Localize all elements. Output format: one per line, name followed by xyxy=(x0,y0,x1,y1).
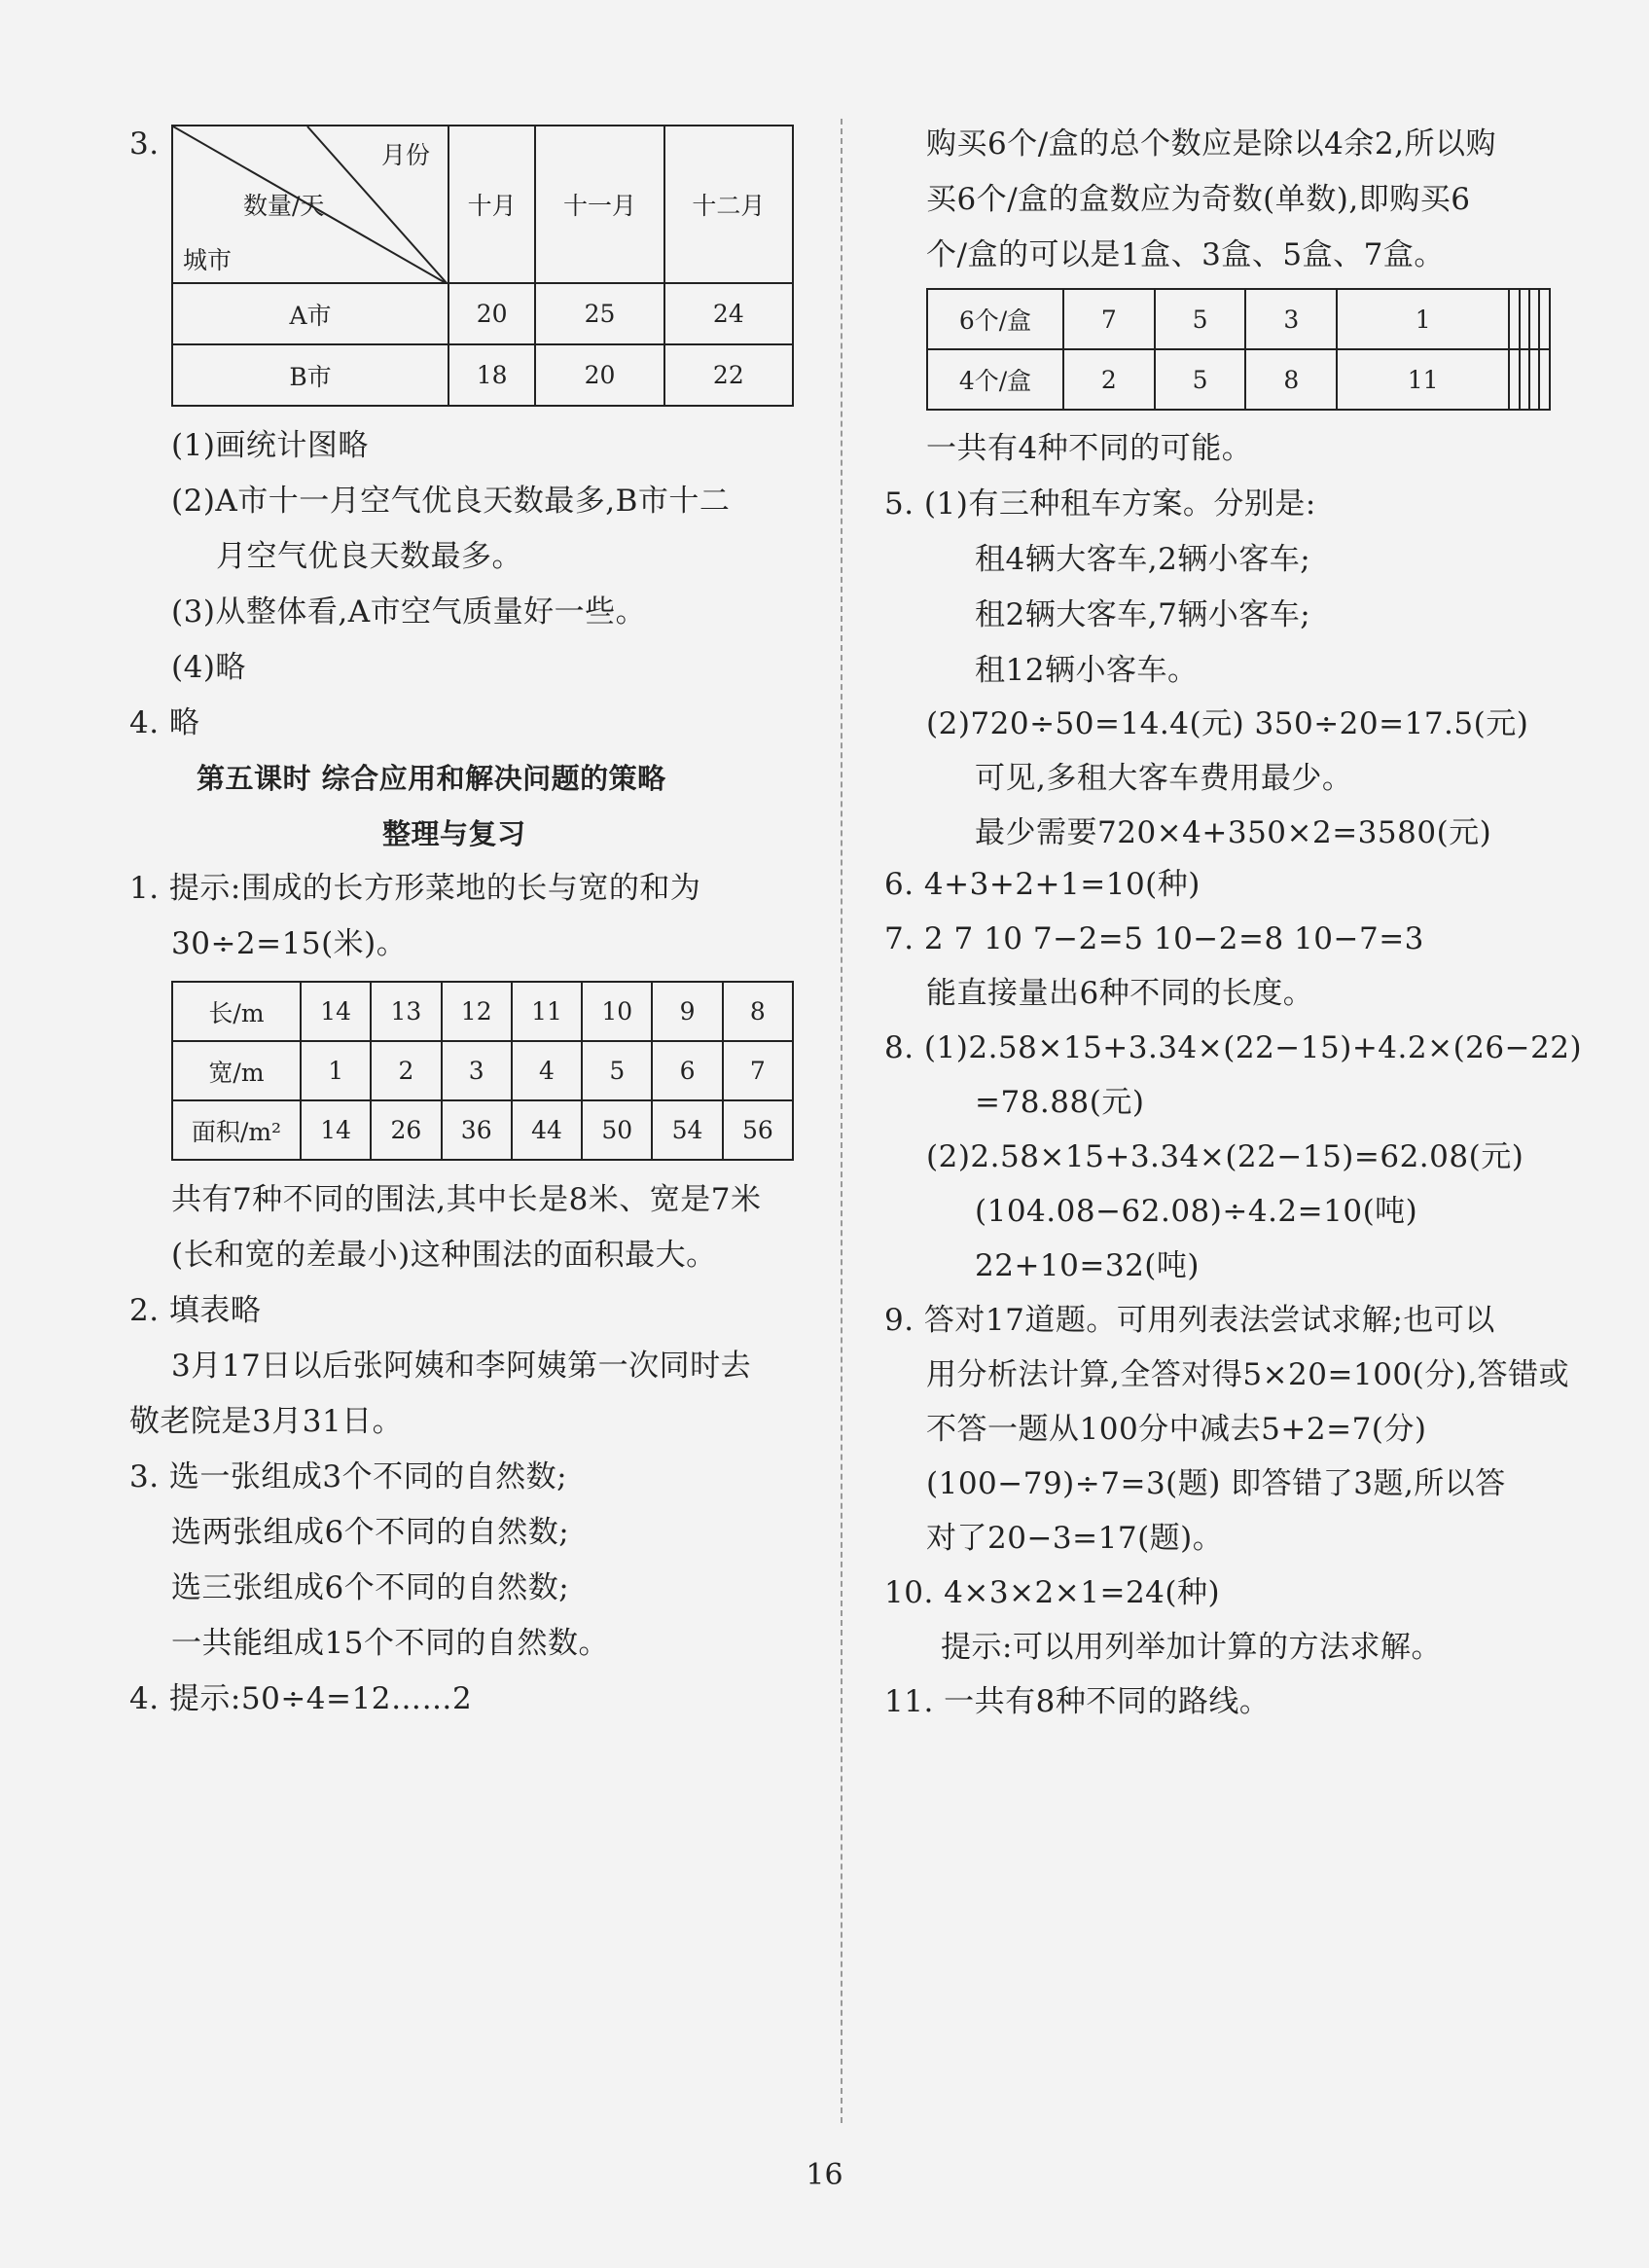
rectangle-table xyxy=(171,981,794,1161)
value-cell: 24 xyxy=(664,283,793,344)
row-label: 4个/盒 xyxy=(927,349,1063,410)
value-cell: 2 xyxy=(1063,349,1155,410)
section-subtitle: 整理与复习 xyxy=(382,817,526,850)
table-row xyxy=(172,1041,793,1100)
answer-line: 租4辆大客车,2辆小客车; xyxy=(975,542,1311,577)
value-cell xyxy=(1520,349,1529,410)
answer-line: 用分析法计算,全答对得5×20=100(分),答错或 xyxy=(926,1357,1570,1392)
box-count-table xyxy=(926,288,1551,411)
value-cell: 7 xyxy=(1063,289,1155,349)
month-header: 十月 xyxy=(448,126,535,283)
answer-line: 11. 一共有8种不同的路线。 xyxy=(884,1684,1271,1719)
answer-line: 租2辆大客车,7辆小客车; xyxy=(975,597,1311,632)
answer-line: 10. 4×3×2×1=24(种) xyxy=(884,1575,1221,1610)
value-cell: 5 xyxy=(1155,289,1246,349)
value-cell: 56 xyxy=(723,1100,793,1160)
city-cell: B市 xyxy=(172,344,448,406)
answer-line: 9. 答对17道题。可用列表法尝试求解;也可以 xyxy=(884,1303,1495,1338)
value-cell: 4 xyxy=(512,1041,582,1100)
value-cell: 1 xyxy=(1337,289,1509,349)
value-cell: 11 xyxy=(512,982,582,1041)
value-cell: 11 xyxy=(1337,349,1509,410)
value-cell: 22 xyxy=(664,344,793,406)
value-cell: 36 xyxy=(442,1100,512,1160)
corner-qty-label: 数量/天 xyxy=(243,192,325,220)
table-row xyxy=(172,982,793,1041)
row-label: 长/m xyxy=(172,982,301,1041)
answer-line: (3)从整体看,A市空气质量好一些。 xyxy=(171,594,647,630)
answer-line: 4. 提示:50÷4=12……2 xyxy=(129,1681,473,1716)
value-cell xyxy=(1509,349,1519,410)
table-row xyxy=(172,283,793,344)
table-row xyxy=(172,1100,793,1160)
answer-line: (100−79)÷7=3(题) 即答错了3题,所以答 xyxy=(926,1466,1506,1501)
corner-month-label: 月份 xyxy=(381,141,431,169)
value-cell xyxy=(1529,349,1539,410)
table-row xyxy=(927,349,1550,410)
value-cell: 14 xyxy=(301,982,371,1041)
answer-line: 6. 4+3+2+1=10(种) xyxy=(884,867,1201,902)
value-cell: 2 xyxy=(371,1041,441,1100)
table-corner-cell xyxy=(172,126,448,283)
row-label: 6个/盒 xyxy=(927,289,1063,349)
value-cell: 18 xyxy=(448,344,535,406)
answer-line: 月空气优良天数最多。 xyxy=(216,539,522,574)
city-cell: A市 xyxy=(172,283,448,344)
value-cell: 12 xyxy=(442,982,512,1041)
answer-line: 8. (1)2.58×15+3.34×(22−15)+4.2×(26−22) xyxy=(884,1030,1583,1065)
value-cell: 5 xyxy=(1155,349,1246,410)
answer-line: (长和宽的差最小)这种围法的面积最大。 xyxy=(171,1238,717,1273)
column-divider xyxy=(841,119,842,2123)
value-cell: 25 xyxy=(535,283,663,344)
value-cell: 8 xyxy=(723,982,793,1041)
value-cell: 13 xyxy=(371,982,441,1041)
air-quality-table xyxy=(171,125,794,407)
answer-line: 提示:可以用列举加计算的方法求解。 xyxy=(941,1630,1442,1665)
table-row xyxy=(927,289,1550,349)
answer-line: (4)略 xyxy=(171,650,246,685)
q3-number: 3. xyxy=(129,126,160,162)
answer-line: 个/盒的可以是1盒、3盒、5盒、7盒。 xyxy=(926,237,1445,272)
answer-line: (104.08−62.08)÷4.2=10(吨) xyxy=(975,1194,1418,1229)
month-header: 十一月 xyxy=(535,126,663,283)
value-cell: 10 xyxy=(582,982,652,1041)
answer-line: 30÷2=15(米)。 xyxy=(171,926,408,961)
row-label: 宽/m xyxy=(172,1041,301,1100)
answer-line: 租12辆小客车。 xyxy=(975,653,1199,688)
answer-line: (2)2.58×15+3.34×(22−15)=62.08(元) xyxy=(926,1139,1524,1174)
answer-line: 1. 提示:围成的长方形菜地的长与宽的和为 xyxy=(129,871,701,906)
answer-line: 一共能组成15个不同的自然数。 xyxy=(171,1626,609,1661)
value-cell: 5 xyxy=(582,1041,652,1100)
answer-line: 2. 填表略 xyxy=(129,1293,262,1328)
answer-line: 3月17日以后张阿姨和李阿姨第一次同时去 xyxy=(171,1349,752,1384)
answer-line: 选两张组成6个不同的自然数; xyxy=(171,1515,570,1550)
answer-line: 共有7种不同的围法,其中长是8米、宽是7米 xyxy=(171,1182,762,1217)
value-cell: 20 xyxy=(535,344,663,406)
answer-line: 能直接量出6种不同的长度。 xyxy=(926,976,1314,1011)
answer-line: 不答一题从100分中减去5+2=7(分) xyxy=(926,1412,1427,1447)
value-cell: 6 xyxy=(652,1041,722,1100)
value-cell: 3 xyxy=(442,1041,512,1100)
answer-line: 可见,多租大客车费用最少。 xyxy=(975,761,1353,796)
value-cell: 26 xyxy=(371,1100,441,1160)
value-cell: 8 xyxy=(1245,349,1337,410)
value-cell xyxy=(1520,289,1529,349)
value-cell: 7 xyxy=(723,1041,793,1100)
answer-line: 选三张组成6个不同的自然数; xyxy=(171,1570,570,1605)
answer-line: 7. 2 7 10 7−2=5 10−2=8 10−7=3 xyxy=(884,921,1424,956)
value-cell: 50 xyxy=(582,1100,652,1160)
value-cell: 1 xyxy=(301,1041,371,1100)
value-cell: 9 xyxy=(652,982,722,1041)
table-row xyxy=(172,344,793,406)
section-title: 第五课时 综合应用和解决问题的策略 xyxy=(197,762,666,795)
answer-line: 5. (1)有三种租车方案。分别是: xyxy=(884,486,1316,522)
answer-line: 一共有4种不同的可能。 xyxy=(926,431,1253,466)
value-cell: 20 xyxy=(448,283,535,344)
answer-line: =78.88(元) xyxy=(975,1085,1145,1120)
answer-line: 最少需要720×4+350×2=3580(元) xyxy=(975,815,1492,850)
page-number: 16 xyxy=(806,2158,843,2192)
value-cell: 44 xyxy=(512,1100,582,1160)
value-cell: 3 xyxy=(1245,289,1337,349)
answer-line: 买6个/盒的盒数应为奇数(单数),即购买6 xyxy=(926,182,1471,217)
answer-line: 22+10=32(吨) xyxy=(975,1248,1200,1283)
value-cell xyxy=(1509,289,1519,349)
value-cell xyxy=(1529,289,1539,349)
value-cell xyxy=(1539,349,1550,410)
answer-line: (2)A市十一月空气优良天数最多,B市十二 xyxy=(171,484,731,519)
answer-line: 敬老院是3月31日。 xyxy=(129,1404,404,1439)
answer-line: 3. 选一张组成3个不同的自然数; xyxy=(129,1459,568,1494)
answer-line: (2)720÷50=14.4(元) 350÷20=17.5(元) xyxy=(926,706,1529,741)
value-cell: 14 xyxy=(301,1100,371,1160)
answer-line: 对了20−3=17(题)。 xyxy=(926,1521,1224,1556)
corner-city-label: 城市 xyxy=(183,246,233,274)
answer-line: 购买6个/盒的总个数应是除以4余2,所以购 xyxy=(926,126,1496,162)
value-cell: 54 xyxy=(652,1100,722,1160)
answer-line: (1)画统计图略 xyxy=(171,428,369,463)
row-label: 面积/m² xyxy=(172,1100,301,1160)
answer-line: 4. 略 xyxy=(129,705,200,740)
month-header: 十二月 xyxy=(664,126,793,283)
value-cell xyxy=(1539,289,1550,349)
